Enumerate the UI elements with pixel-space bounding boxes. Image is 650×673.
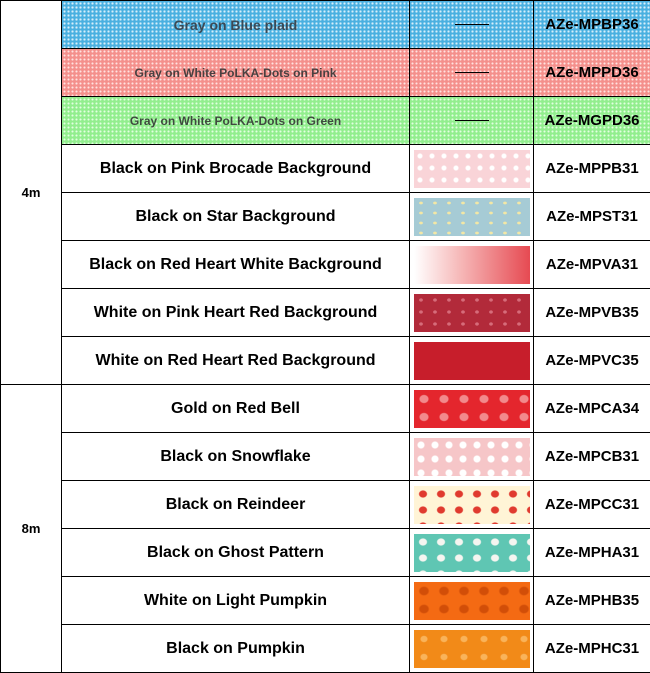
table-row <box>1 97 650 145</box>
item-name: White on Light Pumpkin <box>62 577 410 625</box>
item-name: Gray on White PoLKA-Dots on Green <box>62 97 410 145</box>
red-bell-swatch <box>414 390 530 428</box>
table-row <box>1 241 650 289</box>
item-name: Black on Star Background <box>62 193 410 241</box>
table-row <box>1 433 650 481</box>
item-code: AZe-MPCC31 <box>534 481 650 529</box>
snowflake-swatch <box>414 438 530 476</box>
table-row <box>1 289 650 337</box>
item-code: AZe-MPPB31 <box>534 145 650 193</box>
item-code: AZe-MPST31 <box>534 193 650 241</box>
item-name: Black on Pink Brocade Background <box>62 145 410 193</box>
item-name: Black on Snowflake <box>62 433 410 481</box>
table-row <box>1 1 650 49</box>
item-name: White on Pink Heart Red Background <box>62 289 410 337</box>
item-code: AZe-MPBP36 <box>534 1 650 49</box>
reindeer-swatch <box>414 486 530 524</box>
swatch-cell <box>410 289 534 337</box>
swatch-cell <box>410 481 534 529</box>
no-swatch-dash <box>410 49 534 97</box>
table-row <box>1 385 650 433</box>
table-row <box>1 337 650 385</box>
item-code: AZe-MPHA31 <box>534 529 650 577</box>
swatch-cell <box>410 193 534 241</box>
item-name: Gold on Red Bell <box>62 385 410 433</box>
item-code: AZe-MPVA31 <box>534 241 650 289</box>
item-name: Black on Pumpkin <box>62 625 410 673</box>
table-row <box>1 193 650 241</box>
ghost-swatch <box>414 534 530 572</box>
red-heart-red-swatch <box>414 342 530 380</box>
item-code: AZe-MGPD36 <box>534 97 650 145</box>
no-swatch-dash <box>410 97 534 145</box>
light-pumpkin-swatch <box>414 582 530 620</box>
swatch-cell <box>410 577 534 625</box>
length-8m: 8m <box>1 385 62 673</box>
table-row <box>1 481 650 529</box>
item-code: AZe-MPVC35 <box>534 337 650 385</box>
item-code: AZe-MPPD36 <box>534 49 650 97</box>
item-name: Black on Reindeer <box>62 481 410 529</box>
item-name: Gray on White PoLKA-Dots on Pink <box>62 49 410 97</box>
swatch-cell <box>410 433 534 481</box>
star-swatch <box>414 198 530 236</box>
item-code: AZe-MPVB35 <box>534 289 650 337</box>
table-row <box>1 577 650 625</box>
item-name: White on Red Heart Red Background <box>62 337 410 385</box>
item-code: AZe-MPHB35 <box>534 577 650 625</box>
swatch-cell <box>410 625 534 673</box>
length-4m: 4m <box>1 1 62 385</box>
swatch-cell <box>410 529 534 577</box>
swatch-cell <box>410 241 534 289</box>
table-row <box>1 529 650 577</box>
item-name: Black on Ghost Pattern <box>62 529 410 577</box>
pink-heart-red-swatch <box>414 294 530 332</box>
pink-brocade-swatch <box>414 150 530 188</box>
item-name: Black on Red Heart White Background <box>62 241 410 289</box>
item-code: AZe-MPCB31 <box>534 433 650 481</box>
no-swatch-dash <box>410 1 534 49</box>
table-row <box>1 625 650 673</box>
table-row <box>1 145 650 193</box>
swatch-cell <box>410 385 534 433</box>
item-name: Gray on Blue plaid <box>62 1 410 49</box>
red-heart-white-swatch <box>414 246 530 284</box>
table-row <box>1 49 650 97</box>
pumpkin-swatch <box>414 630 530 668</box>
item-code: AZe-MPHC31 <box>534 625 650 673</box>
swatch-cell <box>410 145 534 193</box>
item-code: AZe-MPCA34 <box>534 385 650 433</box>
swatch-cell <box>410 337 534 385</box>
